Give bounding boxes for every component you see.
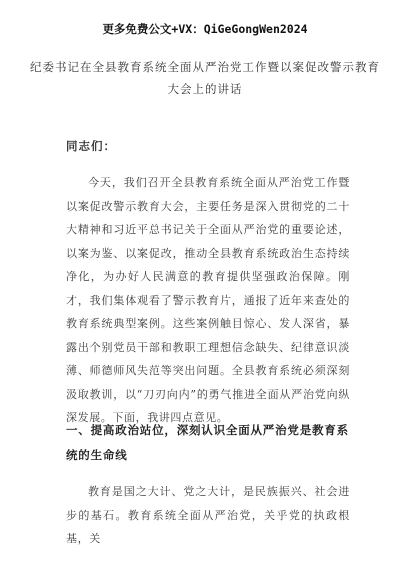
body-paragraph-intro: 今天，我们召开全县教育系统全面从严治党工作暨以案促改警示教育大会，主要任务是深入贯彻党的二十大精神和习近平总书记关于全面从严治党的重要论述，以案为鉴、以案促改，推动全县教育系统政治生态持续净化，为办好人民满意的教育提供坚强政治保障。刚才，我们集体观看了警示教育片，通报了近年来查处的教育系统典型案例。这些案例触目惊心、发人深省，暴露出个别党员干部和教职工理想信念缺失、纪律意识淡薄、师德师风失范等突出问题。全县教育系统必须深刻汲取教训，以“刀刃向内”的勇气推进全面从严治党向纵深发展。下面，我讲四点意见。 — [66, 176, 350, 424]
promo-banner: 更多免费公文+VX：QiGeGongWen2024 — [102, 22, 308, 36]
body-paragraph-section-1: 教育是国之大计、党之大计，是民族振兴、社会进步的基石。教育系统全面从严治党，关乎党的执政根基，关 — [66, 485, 350, 545]
section-heading-1: 一、提高政治站位，深刻认识全面从严治党是教育系统的生命线 — [66, 423, 349, 462]
document-title: 纪委书记在全县教育系统全面从严治党工作暨以案促改警示教育大会上的讲话 — [30, 60, 380, 96]
salutation: 同志们： — [66, 139, 116, 153]
